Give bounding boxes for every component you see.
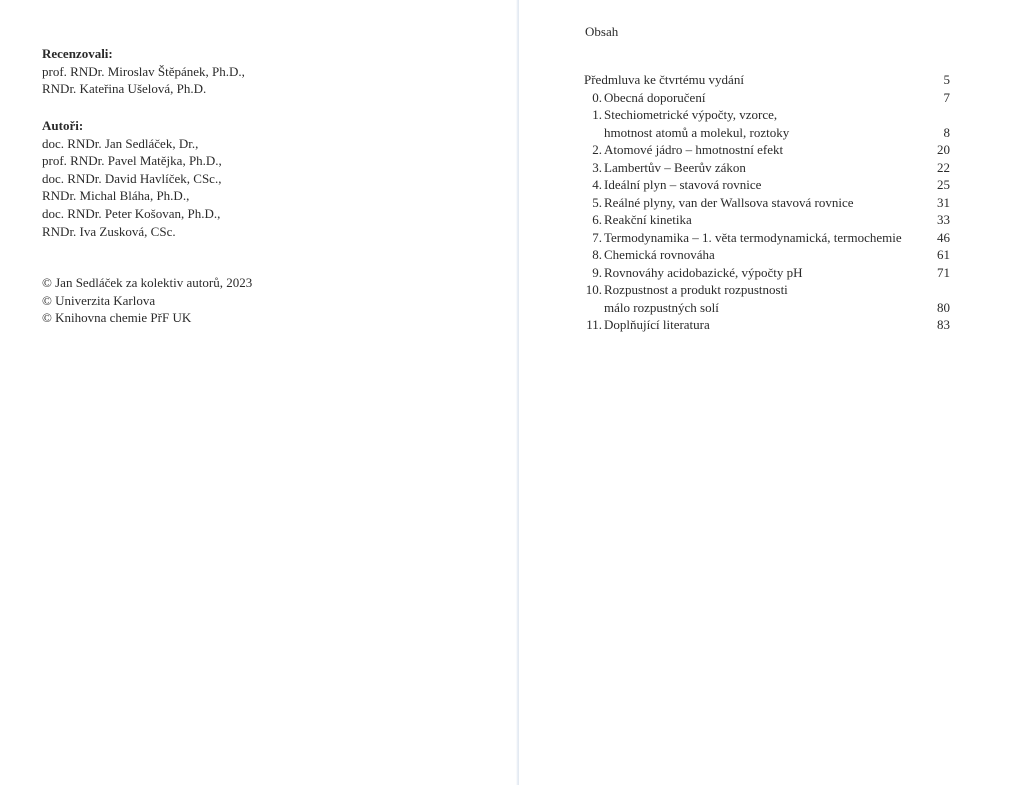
toc-entry-number: 11.: [586, 317, 602, 332]
toc-page-number: 7: [943, 89, 950, 105]
toc-entry-number: 0.: [592, 89, 602, 105]
toc-page-number: 33: [937, 212, 950, 227]
toc-entry-title: Reálné plyny, van der Wallsova stavová rovnice: [604, 194, 854, 210]
toc-page-number: 5: [943, 72, 950, 87]
toc-entry-title: Atomové jádro – hmotnostní efekt: [604, 142, 784, 157]
toc-entry-number: 5.: [592, 194, 602, 210]
author-name: doc. RNDr. Peter Košovan, Ph.D.,: [42, 205, 221, 221]
table-of-contents: [584, 71, 950, 334]
author-name: doc. RNDr. Jan Sedláček, Dr.,: [42, 135, 199, 151]
toc-entry-number: 7.: [592, 229, 602, 245]
authors-heading: Autoři:: [42, 118, 84, 133]
toc-entry-title-continued: hmotnost atomů a molekul, roztoky: [604, 124, 790, 140]
author-name: RNDr. Michal Bláha, Ph.D.,: [42, 188, 190, 204]
toc-entry-number: 3.: [592, 159, 602, 175]
toc-entry-title: Předmluva ke čtvrtému vydání: [584, 72, 744, 87]
author-name: RNDr. Iva Zusková, CSc.: [42, 223, 176, 239]
copyright-section: [42, 274, 252, 327]
toc-entry: [584, 246, 950, 264]
reviewer-name: prof. RNDr. Miroslav Štěpánek, Ph.D.,: [42, 63, 245, 79]
toc-page-number: 83: [937, 317, 950, 332]
toc-entry: [584, 264, 950, 282]
toc-entry: [584, 71, 950, 89]
toc-entry: [584, 316, 950, 334]
toc-entry: [584, 194, 950, 212]
toc-entry-title: Ideální plyn – stavová rovnice: [604, 177, 762, 192]
toc-entry: [584, 176, 950, 194]
toc-page-number: 80: [937, 299, 950, 315]
toc-entry-title: Chemická rovnováha: [604, 247, 715, 262]
toc-entry-title: Obecná doporučení: [604, 89, 706, 105]
reviewers-heading: Recenzovali:: [42, 46, 113, 61]
authors-section: [42, 117, 222, 240]
toc-entry-title: Rozpustnost a produkt rozpustnosti: [604, 282, 788, 297]
toc-page-number: 20: [937, 142, 950, 157]
reviewer-name: RNDr. Kateřina Ušelová, Ph.D.: [42, 81, 207, 97]
reviewers-section: [42, 45, 245, 98]
toc-entry-number: 6.: [592, 212, 602, 227]
toc-entry: [584, 159, 950, 177]
toc-entry: [584, 89, 950, 107]
toc-entry-number: 10.: [585, 282, 602, 297]
toc-entry-number: 4.: [592, 177, 602, 192]
toc-entry-title-continued: málo rozpustných solí: [604, 299, 719, 315]
toc-entry-number: 8.: [592, 247, 602, 262]
toc-page-number: 61: [937, 247, 950, 262]
toc-title: Obsah: [585, 24, 619, 39]
toc-page-number: 71: [937, 264, 950, 280]
toc-entry: [584, 106, 950, 141]
toc-entry-title: Lambertův – Beerův zákon: [604, 159, 746, 175]
toc-entry-title: Rovnováhy acidobazické, výpočty pH: [604, 264, 803, 280]
toc-entry: [584, 281, 950, 316]
toc-entry-number: 9.: [592, 264, 602, 280]
toc-page-number: 31: [937, 194, 950, 210]
toc-entry-title: Stechiometrické výpočty, vzorce,: [604, 107, 778, 122]
toc-entry: [584, 229, 950, 247]
toc-entry-number: 1.: [592, 107, 602, 122]
toc-entry-title: Doplňující literatura: [604, 317, 710, 332]
toc-entry: [584, 141, 950, 159]
toc-page-number: 22: [937, 159, 950, 175]
toc-page-number: 46: [937, 229, 950, 245]
copyright-line: © Knihovna chemie PřF UK: [42, 310, 192, 326]
toc-entry: [584, 211, 950, 229]
copyright-line: © Univerzita Karlova: [42, 292, 156, 308]
toc-page-number: 8: [943, 124, 950, 140]
author-name: doc. RNDr. David Havlíček, CSc.,: [42, 170, 222, 186]
copyright-line: © Jan Sedláček za kolektiv autorů, 2023: [42, 275, 253, 290]
toc-entry-title: Termodynamika – 1. věta termodynamická, termochemie: [604, 229, 902, 245]
toc-entry-number: 2.: [592, 142, 602, 157]
author-name: prof. RNDr. Pavel Matějka, Ph.D.,: [42, 153, 222, 169]
toc-page-number: 25: [937, 177, 950, 192]
toc-entry-title: Reakční kinetika: [604, 212, 692, 227]
